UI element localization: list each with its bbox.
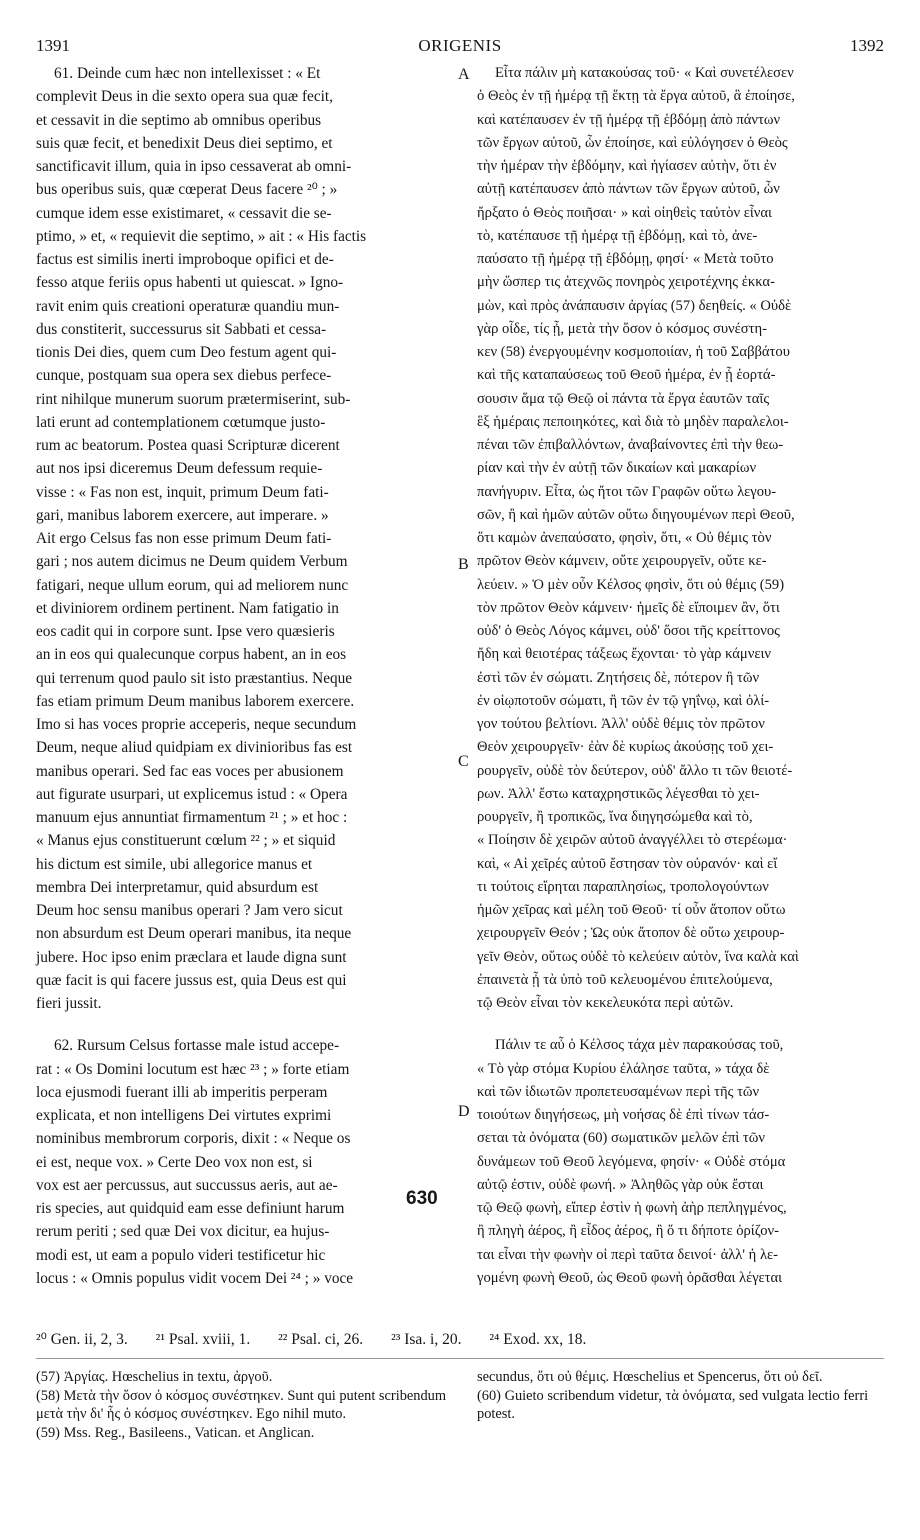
margin-marker-a: A bbox=[458, 66, 470, 83]
footnotes-right bbox=[477, 1368, 887, 1424]
footnote-60: (60) Guieto scribendum videtur, τὰ ὀνόματα, sed vulgata lectio ferri potest. bbox=[477, 1387, 869, 1422]
footnote-59: (59) Mss. Reg., Basileens., Vatican. et Anglican. bbox=[36, 1424, 315, 1441]
running-title: ORIGENIS bbox=[418, 36, 502, 55]
migne-column-number: 630 bbox=[406, 1188, 438, 1209]
page-number-left: 1391 bbox=[36, 36, 70, 55]
scripture-ref: ²³ Isa. i, 20. bbox=[391, 1331, 462, 1348]
footnotes-left bbox=[36, 1368, 466, 1442]
scripture-ref: ²⁰ Gen. ii, 2, 3. bbox=[36, 1331, 128, 1348]
greek-column bbox=[477, 62, 887, 1290]
scripture-ref: ²² Psal. ci, 26. bbox=[278, 1331, 364, 1348]
footnote-59-continued: secundus, ὅτι οὐ θέμις. Hœschelius et Spencerus, ὅτι οὐ δεῖ. bbox=[477, 1369, 823, 1385]
scripture-references bbox=[36, 1330, 896, 1349]
greek-paragraph-1: Εἶτα πάλιν μὴ κατακούσας τοῦ· « Καὶ συνετέλεσεν ὁ Θεὸς ἐν τῇ ἡμέρᾳ τῇ ἕκτῃ τὰ ἔργα αὐτοῦ, ἃ ἐποίησε, καὶ κατέπαυσεν ἐν τῇ ἡμέρᾳ τῇ ἑβδόμῃ ἀπὸ πάντων τῶν ἔργων αὐτοῦ, ὧν ἐποίησε, καὶ εὐλόγησεν ὁ Θεὸς τὴν ἡμέραν τὴν ἑβδόμην, καὶ ἡγίασεν αὐτὴν, ὅτι ἐν αὐτῇ κατέπαυσεν ἀπὸ πάντων τῶν ἔργων αὐτοῦ, ὧν ἤρξατο ὁ Θεὸς ποιῆσαι· » καὶ οἰηθεὶς ταὐτὸν εἶναι τὸ, κατέπαυσε τῇ ἡμέρᾳ τῇ ἑβδόμῃ, καὶ τὸ, ἀνε- παύσατο τῇ ἡμέρᾳ τῇ ἑβδόμῃ, φησί· « Μετὰ τοῦτο μὴν ὥσπερ τις ἀτεχνῶς πονηρὸς χειροτέχνης ἐκκα- μὼν, καὶ πρὸς ἀνάπαυσιν ἀργίας (57) δεηθείς. « Οὐδὲ γὰρ οἶδε, τίς ᾖ, μετὰ τὴν ὅσον ὁ κόσμος συνέστη- κεν (58) ἐνεργουμένην κοσμοποιίαν, ἡ τοῦ Σαββάτου καὶ τῆς καταπαύσεως τοῦ Θεοῦ ἡμέρα, ἐν ᾗ ἑορτά- σουσιν ἅμα τῷ Θεῷ οἱ πάντα τὰ ἔργα ἑαυτῶν ταῖς ἓξ ἡμέραις πεποιηκότες, καὶ διὰ τὸ μηδὲν παραλελοι- πέναι τῶν ἐπιβαλλόντων, ἀναβαίνοντες ἐπὶ τὴν θεω- ρίαν καὶ τὴν ἐν αὐτῇ τῶν δικαίων καὶ μακαρίων πανήγυριν. Εἶτα, ὡς ἤτοι τῶν Γραφῶν οὕτω λεγου- σῶν, ἢ καὶ ἡμῶν αὐτῶν οὕτω διηγουμένων περὶ Θεοῦ, ὅτι καμὼν ἀνεπαύσατο, φησὶν, ὅτι, « Οὐ θέμις τὸν πρῶτον Θεὸν κάμνειν, οὔτε χειρουργεῖν, οὔτε κε- λεύειν. » Ὁ μὲν οὖν Κέλσος φησὶν, ὅτι οὐ θέμις (59) τὸν πρῶτον Θεὸν κάμνειν· ἡμεῖς δὲ εἴποιμεν ἂν, ὅτι οὐδ' ὁ Θεὸς Λόγος κάμνει, οὐδ' ὅσοι τῆς κρείττονος ἤδη καὶ θειοτέρας τάξεως ἔχονται· τὸ γὰρ κάμνειν ἐστὶ τῶν ἐν σώματι. Ζητήσεις δὲ, πότερον ἢ τῶν ἐν οἱῳποτοῦν σώματι, ἢ τῶν ἐν τῷ γηΐνῳ, καὶ ὀλί- γον τούτου βελτίονι. Ἀλλ' οὐδὲ θέμις τὸν πρῶτον Θεὸν χειρουργεῖν· ἐὰν δὲ κυρίως ἀκούσῃς τοῦ χει- ρουργεῖν, οὐδὲ τὸν δεύτερον, οὐδ' ἄλλο τι τῶν θειοτέ- ρων. Ἀλλ' ἔστω καταχρηστικῶς λέγεσθαι τὸ χει- ρουργεῖν, ἢ τροπικῶς, ἵνα διηγησώμεθα καὶ τὸ, « Ποίησιν δὲ χειρῶν αὐτοῦ ἀναγγέλλει τὸ στερέωμα· καὶ, « Αἱ χεῖρές αὐτοῦ ἔστησαν τὸν οὐρανόν· καὶ εἴ τι τούτοις εἴρηται παραπλησίως, τροπολογούντων ἡμῶν χεῖρας καὶ μέλη τοῦ Θεοῦ· τί οὖν ἄτοπον οὕτω χειρουργεῖν Θεόν ; Ὡς οὐκ ἄτοπον δὲ οὕτω χειρουρ- γεῖν Θεὸν, οὕτως οὐδὲ τὸ κελεύειν αὐτὸν, ἵνα καλὰ καὶ ἐπαινετὰ ᾖ τὰ ὑπὸ τοῦ κελευομένου ἐπιτελούμενα, τῷ Θεὸν εἶναι τὸν κεκελευκότα περὶ αὐτῶν. bbox=[477, 65, 799, 1011]
greek-paragraph-2: Πάλιν τε αὖ ὁ Κέλσος τάχα μὲν παρακούσας τοῦ, « Τὸ γὰρ στόμα Κυρίου ἐλάλησε ταῦτα, » τάχα δὲ καὶ τῶν ἰδιωτῶν προπετευσαμένων περὶ τῆς τῶν τοιούτων διηγήσεως, μὴ νοήσας δὲ ἐπὶ τίνων τάσ- σεται τὰ ὀνόματα (60) σωματικῶν μελῶν ἐπὶ τῶν δυνάμεων τοῦ Θεοῦ λεγόμενα, φησίν· « Οὐδὲ στόμα αὐτῷ ἐστιν, οὐδὲ φωνή. » Ἀληθῶς γὰρ οὐκ ἔσται τῷ Θεῷ φωνὴ, εἴπερ ἐστὶν ἡ φωνὴ ἀὴρ πεπληγμένος, ἢ πληγὴ ἀέρος, ἢ εἶδος ἀέρος, ἢ ὅ τι δήποτε ὁρίζον- ται εἶναι τὴν φωνὴν οἱ περὶ ταῦτα δεινοί· ἀλλ' ἡ λε- γομένη φωνὴ Θεοῦ, ὡς Θεοῦ φωνὴ ὁρᾶσθαι λέγεται bbox=[477, 1037, 787, 1286]
running-header bbox=[36, 36, 884, 58]
footnote-57: (57) Ἀργίας. Hœschelius in textu, ἀργοῦ. bbox=[36, 1369, 273, 1385]
page-number-right: 1392 bbox=[850, 36, 884, 55]
margin-marker-b: B bbox=[458, 556, 469, 573]
scripture-ref: ²⁴ Exod. xx, 18. bbox=[489, 1331, 587, 1348]
footnote-divider bbox=[36, 1358, 884, 1359]
latin-column bbox=[36, 62, 454, 1290]
scripture-ref: ²¹ Psal. xviii, 1. bbox=[155, 1331, 251, 1348]
footnote-58: (58) Μετὰ τὴν ὅσον ὁ κόσμος συνέστηκεν. Sunt qui putent scribendum μετὰ τὴν δι' ἧς ὁ κόσμος συνέστηκεν. Ego nihil muto. bbox=[36, 1387, 447, 1422]
margin-marker-c: C bbox=[458, 753, 469, 770]
margin-marker-d: D bbox=[458, 1103, 470, 1120]
latin-paragraph-61: 61. Deinde cum hæc non intellexisset : « Et complevit Deus in die sexto opera sua quæ fecit, et cessavit in die septimo ab omnibus operibus suis quæ fecit, et benedixit Deus diei septimo, et sanctificavit illum, quia in ipso cessaverat ab omni- bus operibus suis, quæ cœperat Deus facere ²⁰ ; » cumque idem esse existimaret, « cessavit die se- ptimo, » et, « requievit die septimo, » ait : « His factis factus est similis inerti improboque opifici et de- fesso atque feriis opus habenti ut quiescat. » Igno- ravit enim quis creationi operaturæ quandiu mun- dus constiterit, successurus sit Sabbati et cessa- tionis Dei dies, quem cum Deo festum agent qui- cunque, postquam sua opera sex diebus perfece- rint nihilque munerum suorum prætermiserint, sub- lati erunt ad contemplationem cœtumque justo- rum ac beatorum. Postea quasi Scripturæ dicerent aut nos ipsi diceremus Deum defessum requie- visse : « Fas non est, inquit, primum Deum fati- gari, manibus laborem exercere, aut imperare. » Ait ergo Celsus fas non esse primum Deum fati- gari ; nos autem dicimus ne Deum quidem Verbum fatigari, neque ullum eorum, qui ad meliorem nunc et diviniorem ordinem pertinent. Nam fatigatio in eos cadit qui in corpore sunt. Ipse vero quæsieris an in eos qui qualecunque corpus habent, an in eos qui terrenum quod paulo sit isto præstantius. Neque fas etiam primum Deum manibus laborem exercere. Imo si has voces proprie acceperis, neque secundum Deum, neque aliud quidpiam ex divinioribus fas est manibus operari. Sed fac eas voces per abusionem aut figurate usurpari, ut explicemus istud : « Opera manuum ejus annuntiat firmamentum ²¹ ; » et hoc : « Manus ejus constituerunt cœlum ²² ; » et siquid his dictum est simile, ubi allegorice manus et membra Dei interpretamur, quid absurdum est Deum hoc sensu manibus operari ? Jam vero sicut non absurdum est Deum operari manibus, ita neque jubere. Hoc ipso enim præclara et laude digna sunt quæ facit is qui facere jussus est, quia Deus est qui fieri jussit. bbox=[36, 65, 367, 1012]
latin-paragraph-62: 62. Rursum Celsus fortasse male istud accepe- rat : « Os Domini locutum est hæc ²³ ; » forte etiam loca ejusmodi fuerant illi ab imperitis perperam explicata, et non intelligens Dei virtutes exprimi nominibus membrorum corporis, dixit : « Neque os ei est, neque vox. » Certe Deo vox non est, si vox est aer percussus, aut succussus aeris, aut ae- ris species, aut quidquid eam esse definiunt harum rerum periti ; sed quæ Dei vox dicitur, ea hujus- modi est, ut eam a populo videri testificetur hic locus : « Omnis populus vidit vocem Dei ²⁴ ; » voce bbox=[36, 1037, 354, 1287]
